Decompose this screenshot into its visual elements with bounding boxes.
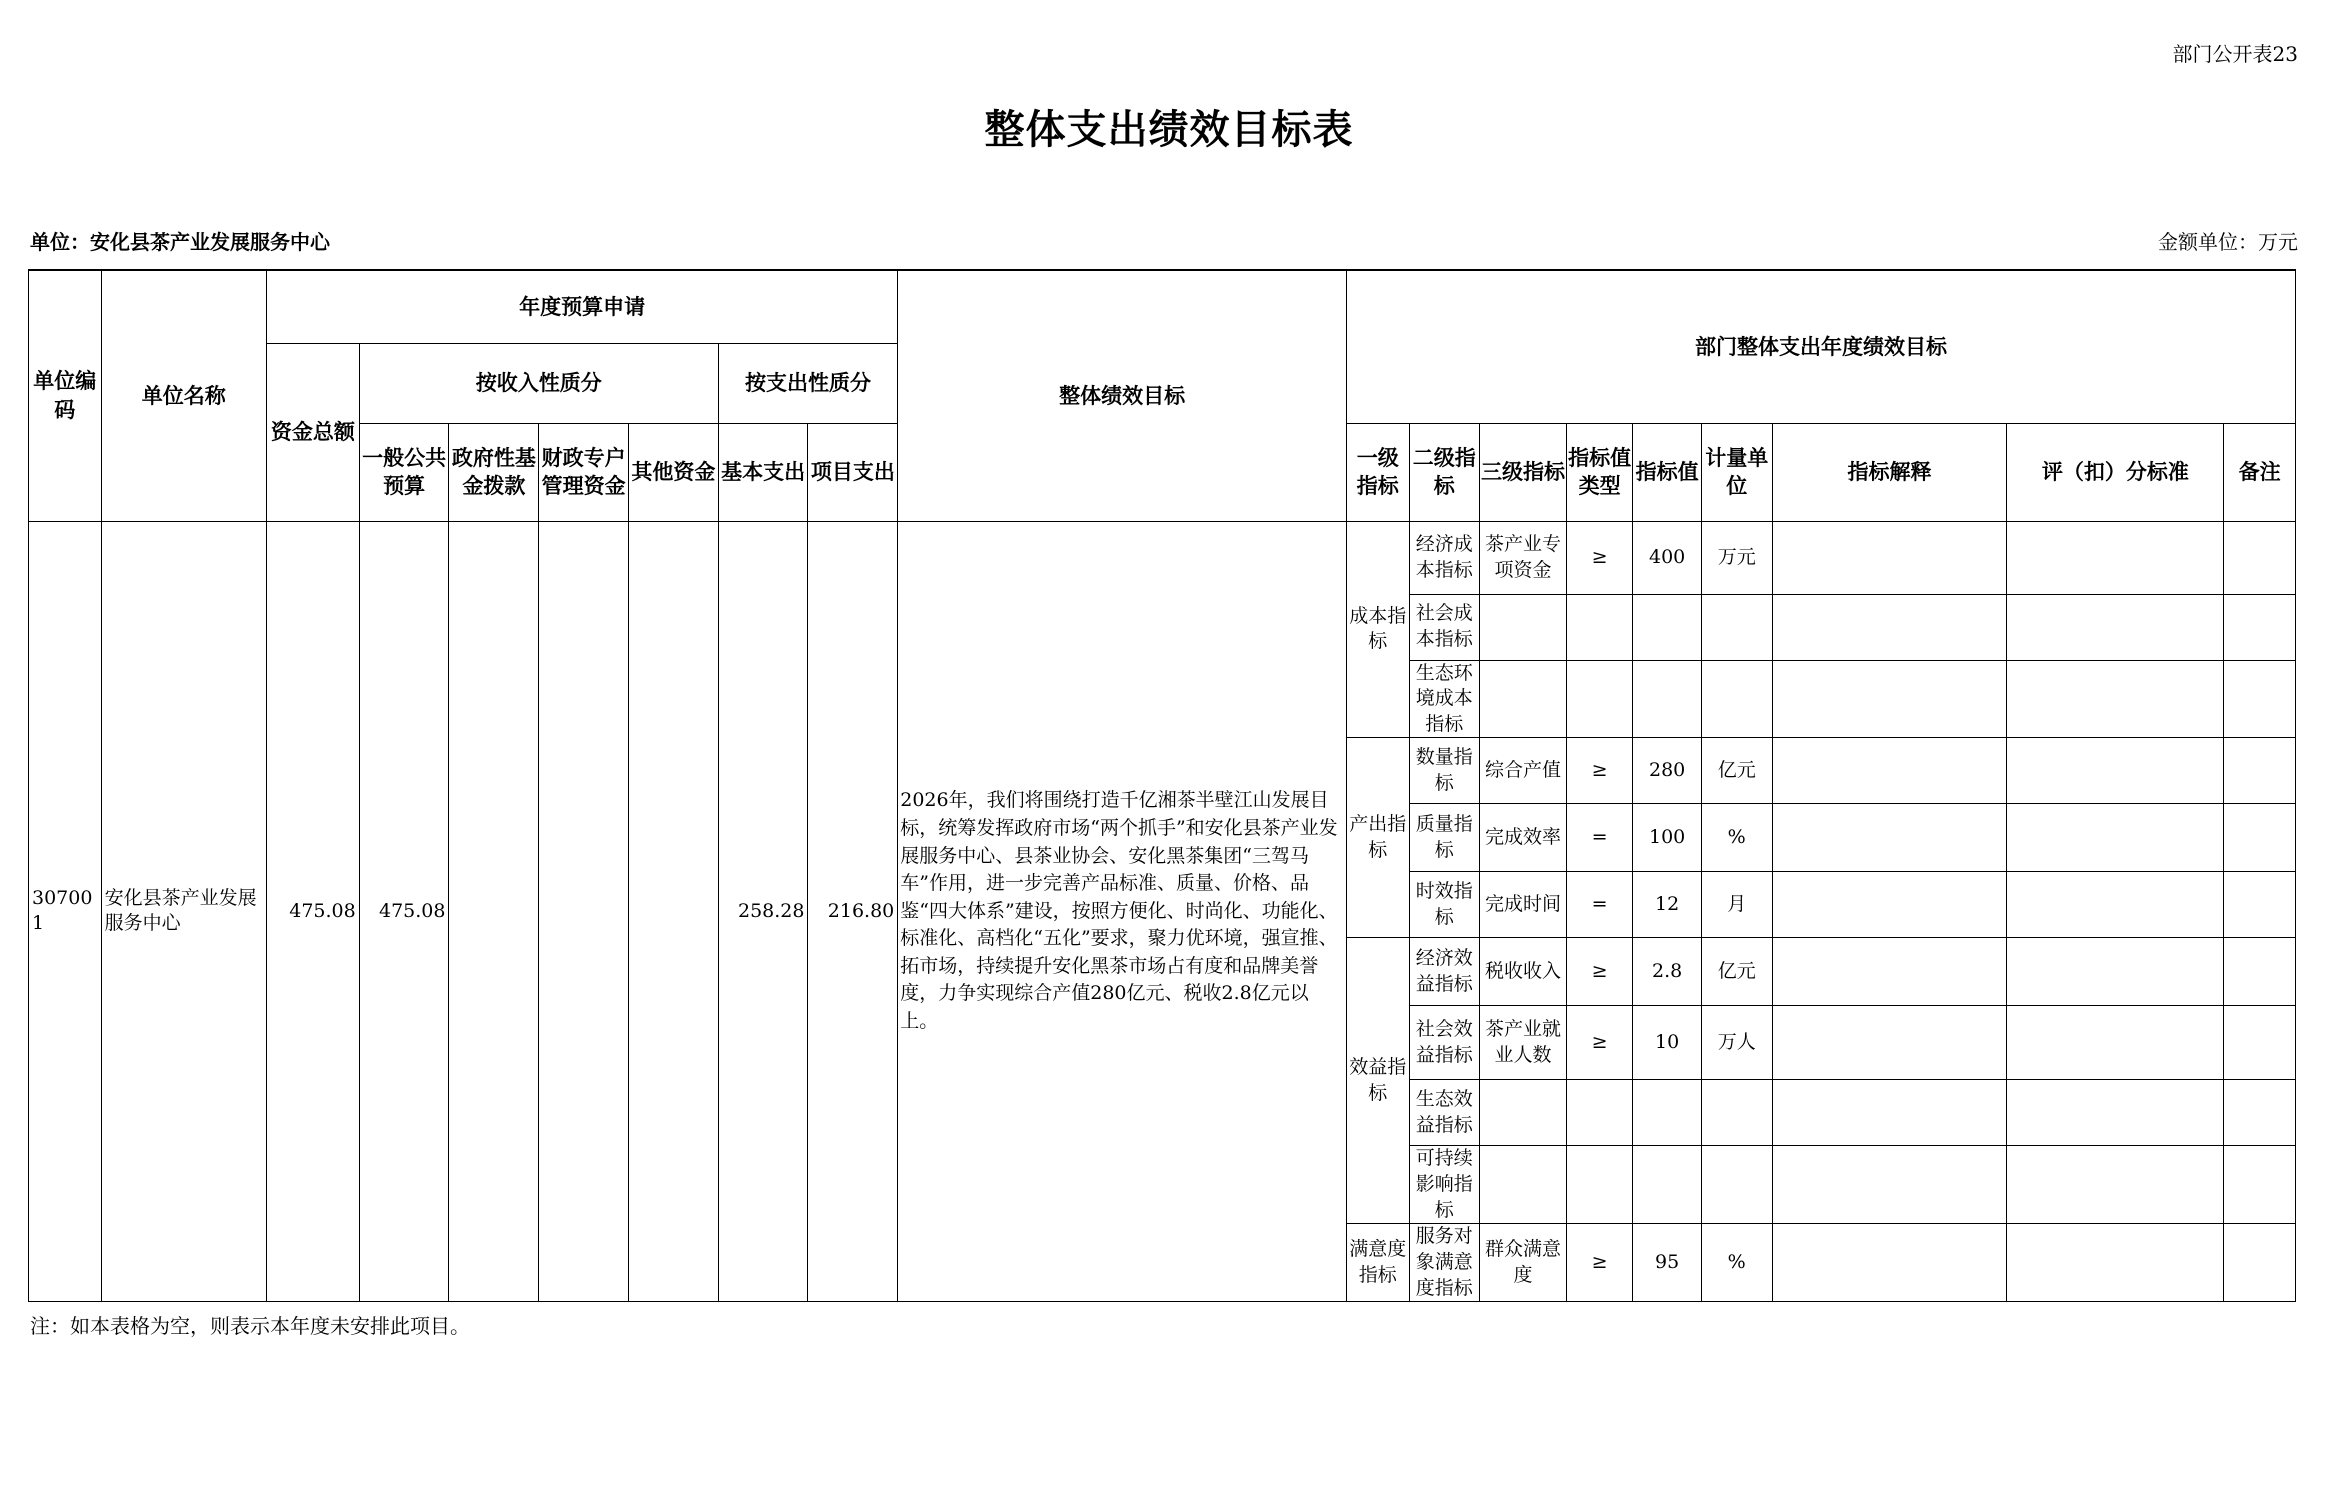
cell-total-funds: 475.08 xyxy=(266,521,359,1302)
indicator-level3: 完成效率 xyxy=(1480,804,1567,872)
indicator-explanation xyxy=(1772,1006,2007,1080)
indicator-remarks xyxy=(2224,660,2296,738)
indicator-scoring xyxy=(2007,872,2224,938)
indicator-scoring xyxy=(2007,1080,2224,1146)
group-output: 产出指标 xyxy=(1347,738,1410,938)
indicator-explanation xyxy=(1772,738,2007,804)
table-number-label: 部门公开表23 xyxy=(2172,42,2298,66)
indicator-explanation xyxy=(1772,521,2007,594)
indicator-level3 xyxy=(1480,594,1567,660)
indicator-level2: 服务对象满意度指标 xyxy=(1409,1224,1480,1302)
indicator-value: 280 xyxy=(1633,738,1702,804)
indicator-unit: 月 xyxy=(1701,872,1772,938)
indicator-scoring xyxy=(2007,1146,2224,1224)
indicator-level3: 综合产值 xyxy=(1480,738,1567,804)
group-benefit: 效益指标 xyxy=(1347,938,1410,1224)
indicator-unit: % xyxy=(1701,1224,1772,1302)
header-dept-goal: 部门整体支出年度绩效目标 xyxy=(1347,270,2296,423)
indicator-type xyxy=(1566,1146,1633,1224)
indicator-explanation xyxy=(1772,660,2007,738)
header-remarks: 备注 xyxy=(2224,423,2296,521)
indicator-level3 xyxy=(1480,1080,1567,1146)
indicator-remarks xyxy=(2224,738,2296,804)
header-total-funds: 资金总额 xyxy=(266,343,359,521)
indicator-remarks xyxy=(2224,1146,2296,1224)
footnote: 注：如本表格为空，则表示本年度未安排此项目。 xyxy=(30,1314,470,1338)
indicator-explanation xyxy=(1772,1146,2007,1224)
header-fiscal-special: 财政专户管理资金 xyxy=(539,423,629,521)
header-level3: 三级指标 xyxy=(1480,423,1567,521)
cell-project-expense: 216.80 xyxy=(808,521,898,1302)
indicator-value xyxy=(1633,1146,1702,1224)
indicator-scoring xyxy=(2007,804,2224,872)
indicator-value: 2.8 xyxy=(1633,938,1702,1006)
cell-other-funds xyxy=(628,521,718,1302)
indicator-remarks xyxy=(2224,804,2296,872)
indicator-level2: 生态环境成本指标 xyxy=(1409,660,1480,738)
indicator-unit: 亿元 xyxy=(1701,738,1772,804)
indicator-level2: 生态效益指标 xyxy=(1409,1080,1480,1146)
indicator-scoring xyxy=(2007,521,2224,594)
indicator-value: 95 xyxy=(1633,1224,1702,1302)
indicator-type: ≥ xyxy=(1566,1224,1633,1302)
indicator-level2: 社会效益指标 xyxy=(1409,1006,1480,1080)
header-project-expense: 项目支出 xyxy=(808,423,898,521)
indicator-level2: 经济效益指标 xyxy=(1409,938,1480,1006)
indicator-type: ≥ xyxy=(1566,1006,1633,1080)
indicator-explanation xyxy=(1772,1080,2007,1146)
indicator-type: ≥ xyxy=(1566,738,1633,804)
indicator-unit xyxy=(1701,594,1772,660)
cell-basic-expense: 258.28 xyxy=(718,521,808,1302)
unit-label: 单位：安化县茶产业发展服务中心 xyxy=(30,230,330,254)
indicator-type: = xyxy=(1566,872,1633,938)
indicator-scoring xyxy=(2007,660,2224,738)
indicator-unit: 万人 xyxy=(1701,1006,1772,1080)
header-explanation: 指标解释 xyxy=(1772,423,2007,521)
indicator-unit xyxy=(1701,1146,1772,1224)
indicator-level2: 经济成本指标 xyxy=(1409,521,1480,594)
cell-unit-name: 安化县茶产业发展服务中心 xyxy=(101,521,266,1302)
indicator-level3: 群众满意度 xyxy=(1480,1224,1567,1302)
amount-unit-label: 金额单位：万元 xyxy=(2158,230,2298,254)
indicator-scoring xyxy=(2007,594,2224,660)
indicator-remarks xyxy=(2224,594,2296,660)
group-satisfaction: 满意度指标 xyxy=(1347,1224,1410,1302)
header-scoring: 评（扣）分标准 xyxy=(2007,423,2224,521)
indicator-level2: 质量指标 xyxy=(1409,804,1480,872)
indicator-level2: 可持续影响指标 xyxy=(1409,1146,1480,1224)
indicator-value xyxy=(1633,660,1702,738)
indicator-remarks xyxy=(2224,1006,2296,1080)
performance-table xyxy=(28,269,2296,1302)
cell-unit-code: 307001 xyxy=(29,521,102,1302)
indicator-explanation xyxy=(1772,1224,2007,1302)
indicator-type: ≥ xyxy=(1566,521,1633,594)
indicator-level2: 数量指标 xyxy=(1409,738,1480,804)
cell-general-budget: 475.08 xyxy=(359,521,449,1302)
header-by-income: 按收入性质分 xyxy=(359,343,718,423)
indicator-value: 100 xyxy=(1633,804,1702,872)
indicator-explanation xyxy=(1772,804,2007,872)
indicator-level3: 茶产业就业人数 xyxy=(1480,1006,1567,1080)
indicator-explanation xyxy=(1772,938,2007,1006)
header-by-expense: 按支出性质分 xyxy=(718,343,898,423)
indicator-level3 xyxy=(1480,1146,1567,1224)
header-measure-unit: 计量单位 xyxy=(1701,423,1772,521)
indicator-value: 12 xyxy=(1633,872,1702,938)
header-other-funds: 其他资金 xyxy=(628,423,718,521)
indicator-unit xyxy=(1701,1080,1772,1146)
header-level1: 一级指标 xyxy=(1347,423,1410,521)
page-title: 整体支出绩效目标表 xyxy=(984,107,1354,153)
indicator-remarks xyxy=(2224,1080,2296,1146)
indicator-type: = xyxy=(1566,804,1633,872)
indicator-remarks xyxy=(2224,521,2296,594)
indicator-scoring xyxy=(2007,738,2224,804)
indicator-value: 10 xyxy=(1633,1006,1702,1080)
indicator-unit xyxy=(1701,660,1772,738)
indicator-remarks xyxy=(2224,872,2296,938)
indicator-scoring xyxy=(2007,938,2224,1006)
indicator-explanation xyxy=(1772,594,2007,660)
indicator-level2: 时效指标 xyxy=(1409,872,1480,938)
indicator-level3: 茶产业专项资金 xyxy=(1480,521,1567,594)
header-general-budget: 一般公共预算 xyxy=(359,423,449,521)
indicator-unit: 亿元 xyxy=(1701,938,1772,1006)
indicator-type xyxy=(1566,660,1633,738)
cell-fiscal-special xyxy=(539,521,629,1302)
indicator-value: 400 xyxy=(1633,521,1702,594)
header-unit-code: 单位编码 xyxy=(29,270,102,521)
indicator-type xyxy=(1566,594,1633,660)
group-cost: 成本指标 xyxy=(1347,521,1410,738)
indicator-unit: % xyxy=(1701,804,1772,872)
indicator-level3: 完成时间 xyxy=(1480,872,1567,938)
cell-overall-goal: 2026年，我们将围绕打造千亿湘茶半壁江山发展目标，统筹发挥政府市场“两个抓手”和安化县茶产业发展服务中心、县茶业协会、安化黑茶集团“三驾马车”作用，进一步完善产品标准、质量、价格、品鉴“四大体系”建设，按照方便化、时尚化、功能化、标准化、高档化“五化”要求，聚力优环境，强宣推、拓市场，持续提升安化黑茶市场占有度和品牌美誉度，力争实现综合产值280亿元、税收2.8亿元以上。 xyxy=(898,521,1347,1302)
header-value-type: 指标值类型 xyxy=(1566,423,1633,521)
indicator-level3 xyxy=(1480,660,1567,738)
indicator-remarks xyxy=(2224,938,2296,1006)
indicator-unit: 万元 xyxy=(1701,521,1772,594)
indicator-remarks xyxy=(2224,1224,2296,1302)
indicator-type: ≥ xyxy=(1566,938,1633,1006)
header-overall-goal: 整体绩效目标 xyxy=(898,270,1347,521)
indicator-level3: 税收收入 xyxy=(1480,938,1567,1006)
indicator-value xyxy=(1633,594,1702,660)
indicator-scoring xyxy=(2007,1224,2224,1302)
header-basic-expense: 基本支出 xyxy=(718,423,808,521)
header-gov-fund: 政府性基金拨款 xyxy=(449,423,539,521)
indicator-explanation xyxy=(1772,872,2007,938)
header-value: 指标值 xyxy=(1633,423,1702,521)
header-unit-name: 单位名称 xyxy=(101,270,266,521)
cell-gov-fund xyxy=(449,521,539,1302)
indicator-scoring xyxy=(2007,1006,2224,1080)
indicator-value xyxy=(1633,1080,1702,1146)
header-annual-budget: 年度预算申请 xyxy=(266,270,897,343)
indicator-level2: 社会成本指标 xyxy=(1409,594,1480,660)
indicator-type xyxy=(1566,1080,1633,1146)
header-level2: 二级指标 xyxy=(1409,423,1480,521)
